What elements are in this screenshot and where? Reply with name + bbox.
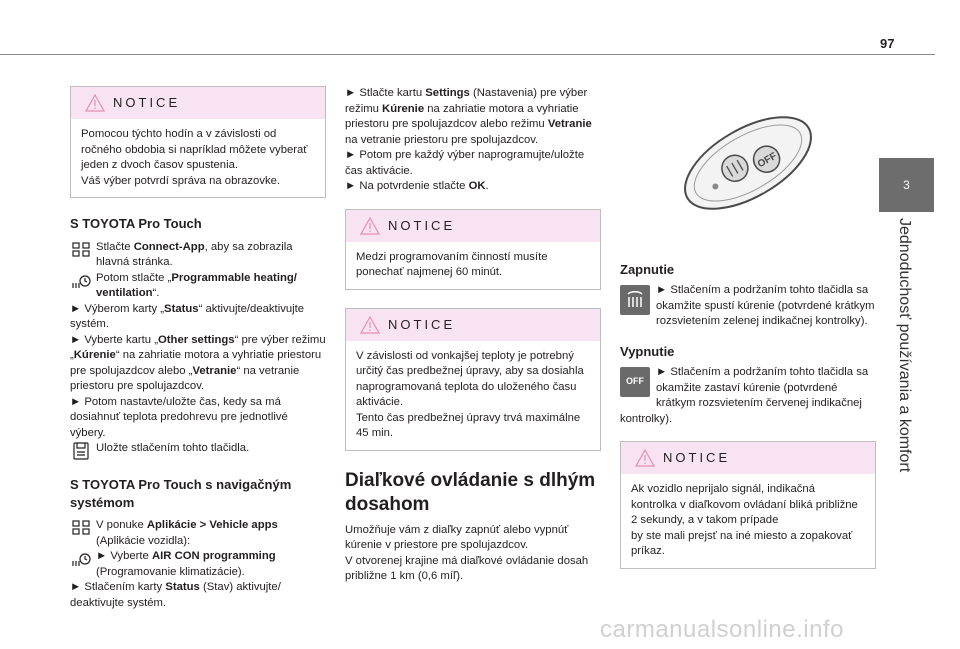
notice-header <box>71 87 325 119</box>
heating-timer-icon <box>70 272 92 290</box>
notice-text: Medzi programovaním činností musíte ponechať najmenej 60 minút. <box>356 250 548 278</box>
remote-off-label: OFF <box>755 150 779 171</box>
middle-column <box>345 86 601 585</box>
warning-triangle-icon <box>85 94 105 112</box>
left-column <box>70 86 326 611</box>
warning-triangle-icon <box>360 316 380 334</box>
section-heading: Vypnutie <box>620 343 675 359</box>
section-heading: Zapnutie <box>620 261 675 277</box>
heating-timer-icon <box>70 550 92 568</box>
notice-header <box>346 309 600 341</box>
chapter-title: Jednoduchosť používania a komfort <box>896 218 913 473</box>
instruction-step: ► Výberom karty „Status“ aktivujte/deaktivujte systém. <box>70 302 305 330</box>
heating-button-icon <box>620 285 650 315</box>
instruction-step: Potom stlačte „Programmable heating/ ventilation“. <box>70 271 326 302</box>
notice-title: NOTICE <box>388 316 456 332</box>
notice-header <box>346 210 600 242</box>
instruction-step: ► Potom nastavte/uložte čas, kedy sa má dosiahnuť teplota predohrevu pre jednotlivé výbery. <box>70 395 288 439</box>
chapter-tab <box>879 158 934 212</box>
paragraph: Umožňuje vám z diaľky zapnúť alebo vypnúť kúrenie v priestore pre spolujazdcov. <box>345 523 569 551</box>
notice-title: NOTICE <box>113 95 181 111</box>
right-column <box>620 108 876 569</box>
instruction-step: Stlačte Connect-App, aby sa zobrazila hlavná stránka. <box>70 240 326 271</box>
notice-text: V závislosti od vonkajšej teploty je potrebný určitý čas predbežnej úpravy, aby sa dosiahla naprogramovaná teplota do uloženého času aktivácie. Tento čas predbežnej úpravy trvá maximálne 45 min. <box>356 349 584 439</box>
save-icon <box>70 442 92 460</box>
notice-title: NOTICE <box>663 450 731 466</box>
instruction-step: ► Stlačením a podržaním tohto tlačidla sa okamžite spustí kúrenie (potvrdené krátkym rozsvietením zelenej indikačnej kontrolky). <box>620 283 876 330</box>
off-button-icon: OFF <box>620 367 650 397</box>
instruction-step: ► Vyberte AIR CON programming (Programovanie klimatizácie). <box>70 549 326 580</box>
instruction-step: ► Stlačením karty Status (Stav) aktivujte/ deaktivujte systém. <box>70 581 281 609</box>
header-rule <box>0 54 935 55</box>
notice-box <box>345 209 601 290</box>
section-heading: S TOYOTA Pro Touch s navigačným systémom <box>70 477 292 510</box>
notice-box <box>70 86 326 198</box>
notice-title: NOTICE <box>388 217 456 233</box>
instruction-step: ► Potom pre každý výber naprogramujte/uložte čas aktivácie. <box>345 149 585 177</box>
notice-box <box>345 308 601 451</box>
notice-header <box>621 442 875 474</box>
section-heading: S TOYOTA Pro Touch <box>70 216 202 231</box>
instruction-step: ► Stlačte kartu Settings (Nastavenia) pre výber režimu Kúrenie na zahriatie motora a vyhriatie priestoru pre spolujazdcov alebo režimu Vetranie na vetranie priestoru pre spolujazdcov. <box>345 87 592 146</box>
warning-triangle-icon <box>360 217 380 235</box>
apps-grid-icon <box>70 519 92 537</box>
page-number: 97 <box>880 36 895 51</box>
chapter-number: 3 <box>903 178 910 192</box>
instruction-step: ► Vyberte kartu „Other settings“ pre výber režimu „Kúrenie“ na zahriatie motora a vyhriatie priestoru pre spolujazdcov alebo „Vetranie“ na vetranie priestoru pre spolujazdcov. <box>70 333 326 392</box>
notice-text: Pomocou týchto hodín a v závislosti od ročného obdobia si napríklad môžete vyberať jeden z dvoch časov spustenia. Váš výber potvrdí správa na obrazovke. <box>81 128 308 187</box>
notice-box <box>620 441 876 569</box>
instruction-step: ► Na potvrdenie stlačte OK. <box>345 180 489 192</box>
notice-text: Ak vozidlo neprijalo signál, indikačná kontrolka v diaľkovom ovládaní bliká približne 2 sekundy, a v takom prípade by ste mali prejsť na iné miesto a zopakovať príkaz. <box>631 483 858 557</box>
apps-grid-icon <box>70 241 92 259</box>
watermark: carmanualsonline.info <box>600 616 844 643</box>
instruction-step: Uložte stlačením tohto tlačidla. <box>70 441 326 460</box>
paragraph: V otvorenej krajine má diaľkové ovládanie dosah približne 1 km (0,6 míľ). <box>345 554 589 582</box>
section-heading: Diaľkové ovládanie s dlhým dosahom <box>345 469 596 515</box>
instruction-step: V ponuke Aplikácie > Vehicle apps (Aplikácie vozidla): <box>70 518 326 549</box>
remote-control-illustration <box>620 108 876 218</box>
warning-triangle-icon <box>635 449 655 467</box>
instruction-step: OFF ► Stlačením a podržaním tohto tlačidla sa okamžite zastaví kúrenie (potvrdené krátkym rozsvietením červenej indikačnej kontrolky). <box>620 366 869 425</box>
